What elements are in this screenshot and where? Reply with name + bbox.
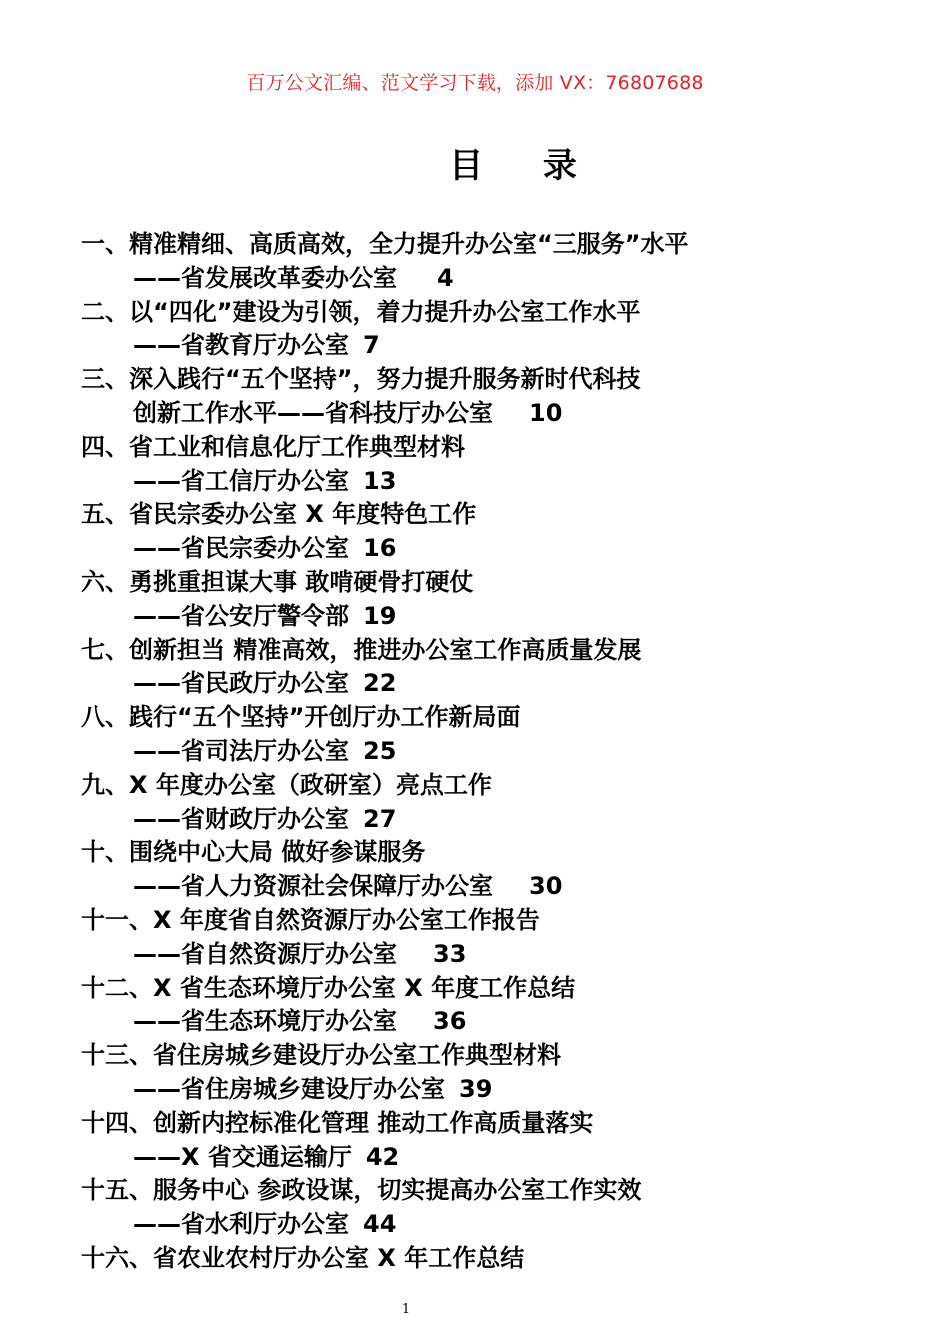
toc-entry[interactable]: [81, 566, 881, 634]
toc-entry-department: [81, 1005, 881, 1039]
toc-entry[interactable]: [81, 972, 881, 1040]
toc-entry-department: [81, 262, 881, 296]
toc-entry-title: 十三、省住房城乡建设厅办公室工作典型材料: [81, 1041, 561, 1070]
toc-entry-department-text: ——省水利厅办公室: [133, 1210, 349, 1239]
toc-page-number: 19: [363, 601, 397, 630]
toc-entry-department-text: ——省教育厅办公室: [133, 331, 349, 360]
toc-page-number: 36: [433, 1007, 467, 1036]
toc-entry-department: [81, 397, 881, 431]
toc-page-number: 4: [437, 263, 454, 292]
toc-entry-title: 九、X 年度办公室（政研室）亮点工作: [81, 770, 492, 799]
toc-entry[interactable]: [81, 296, 881, 364]
toc-entry-department: [81, 938, 881, 972]
toc-entry-title: 十五、服务中心 参政设谋，切实提高办公室工作实效: [81, 1176, 642, 1205]
toc-entry-department-text: ——省司法厅办公室: [133, 736, 349, 765]
toc-entry-department: [81, 1208, 881, 1242]
toc-entry-department-text: ——省生态环境厅办公室: [133, 1007, 397, 1036]
toc-page-number: 7: [363, 331, 380, 360]
toc-entry-title: 十一、X 年度省自然资源厅办公室工作报告: [81, 905, 540, 934]
toc-entry-department-text: ——省公安厅警令部: [133, 601, 349, 630]
toc-entry-title: 一、精准精细、高质高效，全力提升办公室“三服务”水平: [81, 230, 689, 258]
toc-entry-title: 十六、省农业农村厅办公室 X 年工作总结: [81, 1243, 525, 1272]
toc-entry-title: 二、以“四化”建设为引领，着力提升办公室工作水平: [81, 297, 641, 326]
toc-entry-department: [81, 465, 881, 499]
toc-entry-department: [81, 870, 881, 904]
toc-entry-department: [81, 1141, 881, 1175]
toc-entry-department-text: ——省民政厅办公室: [133, 669, 349, 698]
toc-entry-title: 七、创新担当 精准高效，推进办公室工作高质量发展: [81, 635, 642, 664]
toc-page-number: 30: [529, 872, 563, 901]
toc-entry-department: [81, 735, 881, 769]
toc-entry-department-text: ——省工信厅办公室: [133, 466, 349, 495]
toc-page-number: 22: [363, 669, 397, 698]
toc-entry-title: 十、围绕中心大局 做好参谋服务: [81, 838, 426, 867]
toc-entry-department-text: ——省发展改革委办公室: [133, 263, 397, 292]
page-number: 1: [401, 1302, 411, 1317]
toc-page-number: 42: [365, 1142, 400, 1171]
toc-entry-department-text: ——X 省交通运输厅: [133, 1142, 352, 1171]
table-of-contents: [81, 228, 881, 1276]
toc-entry[interactable]: [81, 701, 881, 769]
toc-entry-department: [81, 532, 881, 566]
toc-page-number: 44: [363, 1210, 397, 1239]
toc-entry-department-text: ——省民宗委办公室: [133, 534, 349, 563]
toc-page-number: 10: [529, 398, 563, 427]
toc-entry[interactable]: [81, 1174, 881, 1242]
toc-page-number: 33: [433, 939, 467, 968]
toc-entry[interactable]: [81, 904, 881, 972]
toc-entry[interactable]: [81, 1039, 881, 1107]
toc-entry[interactable]: [81, 836, 881, 904]
toc-entry[interactable]: [81, 769, 881, 837]
toc-entry-department: [81, 329, 881, 363]
toc-entry-department: [81, 803, 881, 837]
toc-page-number: 16: [363, 534, 397, 563]
toc-page-number: 13: [363, 466, 397, 495]
header-note: 百万公文汇编、范文学习下载，添加 VX：76807688: [246, 72, 704, 94]
toc-entry[interactable]: [81, 363, 881, 431]
toc-entry[interactable]: [81, 228, 881, 296]
toc-entry-department-text: ——省住房城乡建设厅办公室: [133, 1074, 445, 1103]
toc-entry[interactable]: [81, 431, 881, 499]
toc-entry-department-text: ——省财政厅办公室: [133, 804, 349, 833]
toc-entry[interactable]: [81, 634, 881, 702]
toc-entry-department: [81, 1073, 881, 1107]
toc-entry-title: 十四、创新内控标准化管理 推动工作高质量落实: [81, 1108, 594, 1137]
toc-entry[interactable]: [81, 1242, 881, 1276]
toc-page-number: 27: [363, 804, 397, 833]
toc-page-number: 39: [459, 1074, 493, 1103]
toc-entry-department: [81, 600, 881, 634]
toc-page-number: 25: [363, 736, 397, 765]
toc-entry-title: 六、勇挑重担谋大事 敢啃硬骨打硬仗: [81, 567, 474, 596]
toc-entry-department-text: 创新工作水平——省科技厅办公室: [133, 398, 493, 427]
toc-entry-department-text: ——省人力资源社会保障厅办公室: [133, 872, 493, 901]
toc-entry-title: 四、省工业和信息化厅工作典型材料: [81, 432, 465, 461]
toc-entry[interactable]: [81, 1107, 881, 1175]
toc-entry[interactable]: [81, 498, 881, 566]
toc-entry-title: 十二、X 省生态环境厅办公室 X 年度工作总结: [81, 973, 576, 1002]
toc-entry-title: 五、省民宗委办公室 X 年度特色工作: [81, 500, 477, 529]
toc-entry-department: [81, 667, 881, 701]
toc-entry-title: 三、深入践行“五个坚持”，努力提升服务新时代科技: [81, 365, 641, 394]
toc-entry-department-text: ——省自然资源厅办公室: [133, 939, 397, 968]
toc-entry-title: 八、践行“五个坚持”开创厅办工作新局面: [81, 703, 521, 732]
page-title: 目 录: [449, 146, 601, 186]
